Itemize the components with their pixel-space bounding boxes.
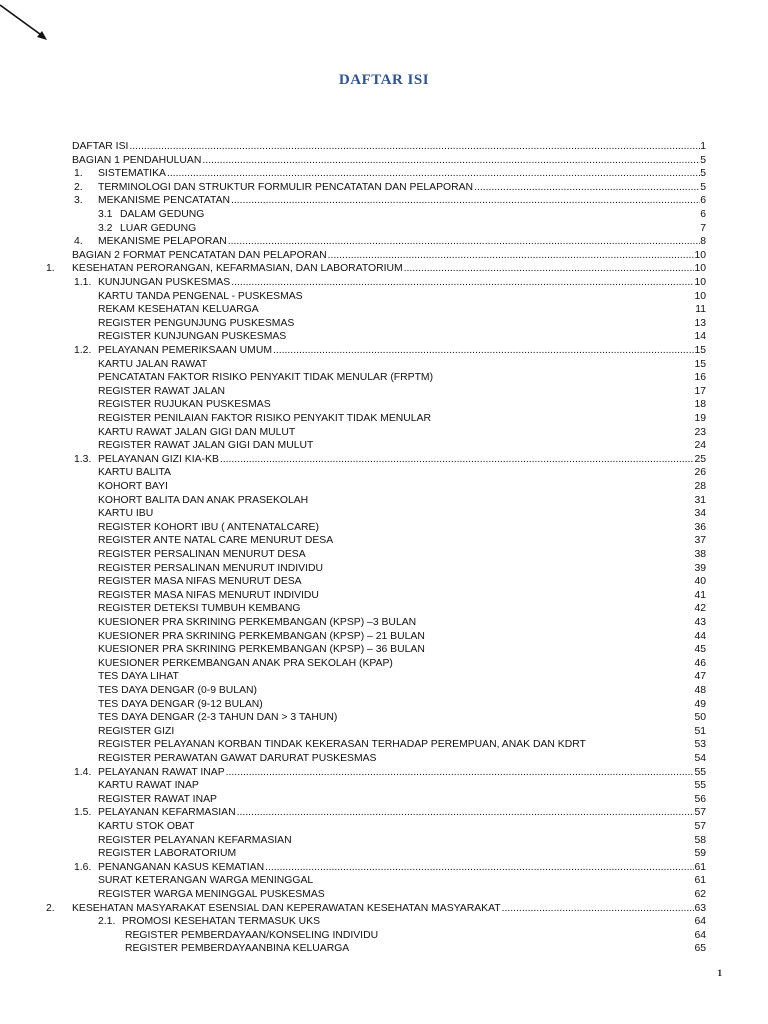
- toc-entry[interactable]: [98, 684, 706, 698]
- toc-entry-page: 40: [694, 576, 706, 588]
- toc-entry-number: 2.: [46, 902, 55, 914]
- toc-entry-page: 18: [694, 399, 706, 411]
- toc-entry-page: 58: [694, 834, 706, 846]
- toc-entry[interactable]: [98, 426, 706, 440]
- toc-entry[interactable]: [98, 888, 706, 902]
- toc-entry-number: 3.: [74, 195, 83, 207]
- toc-entry-page: 38: [694, 549, 706, 560]
- dot-leader: [328, 249, 695, 263]
- toc-entry-page: 34: [694, 508, 706, 520]
- toc-entry-label: KUESIONER PRA SKRINING PERKEMBANGAN (KPSP) – 21 BULAN: [98, 630, 425, 642]
- toc-entry-page: 37: [694, 535, 706, 547]
- toc-entry-label: REGISTER GIZI: [98, 725, 175, 737]
- toc-entry-page: 46: [694, 657, 706, 669]
- toc-entry-page: 55: [694, 766, 706, 778]
- toc-entry-page: 45: [694, 644, 706, 656]
- toc-entry-label: PENANGANAN KASUS KEMATIAN: [98, 861, 265, 873]
- toc-entry-number: 3.2: [98, 222, 113, 234]
- toc-entry-page: 19: [694, 413, 706, 424]
- toc-entry[interactable]: [98, 521, 706, 535]
- toc-entry[interactable]: [98, 630, 706, 644]
- toc-entry[interactable]: [98, 915, 706, 929]
- toc-entry-page: 44: [694, 630, 706, 642]
- toc-entry-page: 47: [694, 671, 706, 683]
- toc-entry-number: 1.2.: [74, 345, 92, 356]
- toc-entry-label: REGISTER PERAWATAN GAWAT DARURAT PUSKESMAS: [98, 753, 377, 764]
- toc-entry-page: 5: [700, 181, 706, 193]
- toc-entry[interactable]: [98, 371, 706, 385]
- dot-leader: [474, 181, 700, 195]
- toc-entry-label: REGISTER RAWAT JALAN: [98, 385, 226, 397]
- toc-entry[interactable]: [98, 575, 706, 589]
- toc-entry-page: 61: [694, 875, 706, 887]
- toc-entry-page: 57: [694, 821, 706, 832]
- toc-entry-label: LUAR GEDUNG: [120, 222, 197, 234]
- toc-entry[interactable]: [74, 861, 706, 875]
- dot-leader: [237, 806, 695, 820]
- toc-entry-label: REGISTER ANTE NATAL CARE MENURUT DESA: [98, 535, 334, 547]
- toc-entry-label: BAGIAN 1 PENDAHULUAN: [72, 154, 202, 166]
- toc-entry-page: 6: [700, 209, 706, 220]
- toc-entry-page: 49: [694, 698, 706, 710]
- toc-entry-label: KESEHATAN MASYARAKAT ESENSIAL DAN KEPERAWATAN KESEHATAN MASYARAKAT: [72, 902, 501, 914]
- toc-entry-page: 11: [695, 304, 706, 316]
- toc-entry-label: TES DAYA LIHAT: [98, 671, 179, 683]
- toc-entry[interactable]: [98, 657, 706, 671]
- toc-entry-label: MEKANISME PELAPORAN: [98, 236, 227, 248]
- toc-entry-page: 24: [694, 440, 706, 452]
- toc-entry-page: 10: [694, 263, 706, 275]
- toc-entry-label: REGISTER PEMBERDAYAANBINA KELUARGA: [125, 943, 350, 955]
- toc-entry-number: 1.3.: [74, 453, 92, 465]
- toc-entry-number: 2.1.: [98, 916, 116, 928]
- toc-entry[interactable]: [98, 643, 706, 657]
- toc-entry[interactable]: [98, 698, 706, 712]
- toc-entry[interactable]: [98, 290, 706, 304]
- toc-entry[interactable]: [98, 738, 706, 752]
- toc-entry[interactable]: [98, 602, 706, 616]
- toc-entry[interactable]: [98, 330, 706, 344]
- toc-entry[interactable]: [98, 752, 706, 766]
- toc-entry[interactable]: [98, 412, 706, 426]
- dot-leader: [167, 167, 700, 181]
- toc-entry[interactable]: [98, 385, 706, 399]
- toc-entry[interactable]: [98, 779, 706, 793]
- toc-entry-page: 56: [694, 793, 706, 805]
- toc-entry[interactable]: [125, 942, 706, 956]
- toc-entry[interactable]: [46, 902, 706, 916]
- toc-entry-number: 3.1: [98, 209, 113, 220]
- toc-entry-page: 26: [694, 467, 706, 479]
- toc-entry-page: 63: [694, 902, 706, 914]
- dot-leader: [202, 154, 700, 168]
- toc-entry-page: 39: [694, 562, 706, 574]
- dot-leader: [129, 140, 700, 154]
- toc-entry-label: REGISTER LABORATORIUM: [98, 848, 237, 860]
- toc-entry-label: PROMOSI KESEHATAN TERMASUK UKS: [122, 916, 321, 928]
- toc-entry-label: BAGIAN 2 FORMAT PENCATATAN DAN PELAPORAN: [72, 249, 327, 261]
- toc-entry-number: 1.6.: [74, 861, 92, 873]
- toc-entry-page: 48: [694, 685, 706, 696]
- toc-entry-page: 8: [700, 236, 706, 248]
- toc-entry-page: 23: [694, 426, 706, 438]
- toc-entry[interactable]: [125, 929, 706, 943]
- toc-entry-page: 41: [694, 589, 706, 601]
- toc-entry-page: 14: [694, 331, 706, 343]
- toc-entry-label: REGISTER PELAYANAN KEFARMASIAN: [98, 834, 292, 846]
- toc-entry-number: 2.: [74, 181, 83, 193]
- toc-entry[interactable]: [74, 194, 706, 208]
- toc-entry-label: KARTU BALITA: [98, 467, 171, 479]
- toc-entry-page: 15: [694, 345, 706, 356]
- toc-entry-label: KARTU RAWAT JALAN GIGI DAN MULUT: [98, 426, 296, 438]
- toc-entry-label: PELAYANAN RAWAT INAP: [98, 766, 225, 778]
- toc-entry-label: KUNJUNGAN PUSKESMAS: [98, 277, 231, 288]
- toc-entry-page: 65: [694, 943, 706, 955]
- toc-entry-page: 50: [694, 712, 706, 724]
- toc-entry-label: PENCATATAN FAKTOR RISIKO PENYAKIT TIDAK MENULAR (FRPTM): [98, 372, 434, 384]
- toc-entry[interactable]: [74, 766, 706, 780]
- toc-entry-page: 42: [694, 603, 706, 615]
- toc-entry[interactable]: [98, 616, 706, 630]
- dot-leader: [226, 766, 695, 780]
- toc-entry[interactable]: [98, 398, 706, 412]
- toc-entry-label: REGISTER KOHORT IBU ( ANTENATALCARE): [98, 521, 319, 533]
- toc-entry-label: PELAYANAN GIZI KIA-KB: [98, 453, 219, 465]
- toc-entry[interactable]: [98, 303, 706, 317]
- toc-entry[interactable]: [98, 208, 706, 222]
- toc-entry-label: PELAYANAN PEMERIKSAAN UMUM: [98, 345, 272, 356]
- toc-entry-number: 1.1.: [74, 277, 92, 288]
- toc-entry[interactable]: [74, 167, 706, 181]
- toc-entry[interactable]: [46, 262, 706, 276]
- toc-entry[interactable]: [46, 154, 706, 168]
- toc-entry-label: SISTEMATIKA: [98, 168, 166, 180]
- toc-entry[interactable]: [98, 820, 706, 834]
- toc-entry[interactable]: [98, 548, 706, 562]
- toc-entry[interactable]: [98, 480, 706, 494]
- toc-entry-number: 1.: [46, 263, 55, 275]
- toc-entry[interactable]: [98, 793, 706, 807]
- dot-leader: [231, 194, 700, 208]
- toc-entry-page: 28: [694, 481, 706, 492]
- toc-entry-label: REGISTER WARGA MENINGGAL PUSKESMAS: [98, 889, 325, 900]
- toc-entry-label: REGISTER PERSALINAN MENURUT DESA: [98, 549, 306, 560]
- toc-entry-page: 15: [694, 358, 706, 370]
- toc-entry-page: 53: [694, 739, 706, 751]
- toc-entry-page: 54: [694, 753, 706, 764]
- toc-entry-number: 1.4.: [74, 766, 92, 778]
- toc-entry-page: 61: [694, 861, 706, 873]
- toc-entry-page: 10: [694, 249, 706, 261]
- toc-entry-label: SURAT KETERANGAN WARGA MENINGGAL: [98, 875, 314, 887]
- toc-entry-page: 5: [700, 154, 706, 166]
- toc-entry-label: DALAM GEDUNG: [120, 209, 205, 220]
- toc-entry-page: 16: [694, 372, 706, 384]
- toc-entry-label: DAFTAR ISI: [72, 141, 129, 152]
- toc-entry-page: 57: [694, 807, 706, 819]
- toc-entry[interactable]: [74, 181, 706, 195]
- toc-entry-label: KARTU RAWAT INAP: [98, 780, 199, 792]
- toc-entry-label: PELAYANAN KEFARMASIAN: [98, 807, 236, 819]
- dot-leader: [502, 902, 695, 916]
- toc-entry[interactable]: [46, 140, 706, 154]
- toc-entry-label: KARTU IBU: [98, 508, 154, 520]
- dot-leader: [231, 276, 694, 290]
- toc-entry[interactable]: [98, 317, 706, 331]
- toc-entry-page: 10: [694, 290, 706, 302]
- toc-entry-label: REGISTER PENGUNJUNG PUSKESMAS: [98, 317, 295, 329]
- toc-entry-label: KARTU STOK OBAT: [98, 821, 195, 832]
- toc-entry-label: KARTU TANDA PENGENAL - PUSKESMAS: [98, 290, 303, 302]
- toc-entry-page: 64: [694, 929, 706, 941]
- toc-entry-page: 36: [694, 521, 706, 533]
- toc-entry-label: REGISTER DETEKSI TUMBUH KEMBANG: [98, 603, 301, 615]
- toc-entry-page: 25: [694, 453, 706, 465]
- toc-entry-page: 5: [700, 168, 706, 180]
- toc-entry[interactable]: [98, 507, 706, 521]
- toc-entry[interactable]: [98, 711, 706, 725]
- toc-entry[interactable]: [98, 222, 706, 236]
- toc-entry[interactable]: [74, 276, 706, 290]
- toc-entry-label: KOHORT BALITA DAN ANAK PRASEKOLAH: [98, 494, 309, 506]
- toc-entry-page: 43: [694, 617, 706, 628]
- toc-entry[interactable]: [98, 439, 706, 453]
- toc-entry[interactable]: [74, 235, 706, 249]
- dot-leader: [404, 262, 695, 276]
- toc-entry-label: REGISTER MASA NIFAS MENURUT DESA: [98, 576, 302, 588]
- toc-entry-label: TES DAYA DENGAR (2-3 TAHUN DAN > 3 TAHUN): [98, 712, 338, 724]
- toc-entry-page: 59: [694, 848, 706, 860]
- toc-entry[interactable]: [98, 725, 706, 739]
- toc-entry-page: 6: [700, 195, 706, 207]
- toc-entry-label: REGISTER PERSALINAN MENURUT INDIVIDU: [98, 562, 323, 574]
- toc-entry-label: REGISTER PENILAIAN FAKTOR RISIKO PENYAKIT TIDAK MENULAR: [98, 413, 431, 424]
- toc-entry-page: 1: [700, 141, 706, 152]
- toc-entry-number: 4.: [74, 236, 83, 248]
- toc-entry[interactable]: [98, 589, 706, 603]
- page-number: 1: [717, 968, 722, 978]
- toc-entry-label: REGISTER MASA NIFAS MENURUT INDIVIDU: [98, 589, 319, 601]
- toc-entry-page: 51: [694, 725, 706, 737]
- toc-entry[interactable]: [74, 806, 706, 820]
- dot-leader: [228, 235, 700, 249]
- toc-entry[interactable]: [74, 344, 706, 358]
- toc-entry-page: 62: [694, 889, 706, 900]
- toc-entry[interactable]: [46, 249, 706, 263]
- dot-leader: [273, 344, 694, 358]
- toc-entry[interactable]: [98, 466, 706, 480]
- toc-entry-label: TES DAYA DENGAR (9-12 BULAN): [98, 698, 263, 710]
- toc-entry-label: REGISTER PEMBERDAYAAN/KONSELING INDIVIDU: [125, 929, 379, 941]
- toc-entry[interactable]: [98, 834, 706, 848]
- page-title: DAFTAR ISI: [338, 72, 430, 88]
- toc-entry[interactable]: [74, 453, 706, 467]
- toc-entry-label: KOHORT BAYI: [98, 481, 168, 492]
- toc-entry-number: 1.5.: [74, 807, 92, 819]
- toc-entry-label: REKAM KESEHATAN KELUARGA: [98, 304, 259, 316]
- toc-entry-label: REGISTER RAWAT JALAN GIGI DAN MULUT: [98, 440, 314, 452]
- toc-entry-page: 64: [694, 916, 706, 928]
- toc-entry-page: 31: [694, 494, 706, 506]
- toc-entry-label: KARTU JALAN RAWAT: [98, 358, 208, 370]
- toc-entry-label: KUESIONER PERKEMBANGAN ANAK PRA SEKOLAH (KPAP): [98, 657, 393, 669]
- toc-entry-label: TES DAYA DENGAR (0-9 BULAN): [98, 685, 257, 696]
- toc-entry[interactable]: [98, 847, 706, 861]
- toc-entry-page: 13: [694, 317, 706, 329]
- toc-entry-label: MEKANISME PENCATATAN: [98, 195, 231, 207]
- toc-entry[interactable]: [98, 494, 706, 508]
- corner-arrow-icon: [0, 0, 60, 50]
- toc-entry-label: REGISTER KUNJUNGAN PUSKESMAS: [98, 331, 287, 343]
- toc-entry-label: KUESIONER PRA SKRINING PERKEMBANGAN (KPSP) – 36 BULAN: [98, 644, 425, 656]
- toc-entry[interactable]: [98, 562, 706, 576]
- toc-entry[interactable]: [98, 358, 706, 372]
- toc-entry-label: REGISTER RUJUKAN PUSKESMAS: [98, 399, 271, 411]
- toc-entry-number: 1.: [74, 168, 83, 180]
- dot-leader: [265, 861, 694, 875]
- toc-entry-page: 7: [700, 222, 706, 234]
- toc-entry[interactable]: [98, 670, 706, 684]
- toc-entry[interactable]: [98, 534, 706, 548]
- toc-entry-label: KUESIONER PRA SKRINING PERKEMBANGAN (KPSP) –3 BULAN: [98, 617, 417, 628]
- dot-leader: [220, 453, 695, 467]
- toc-entry-page: 10: [694, 277, 706, 288]
- toc-entry-page: 55: [694, 780, 706, 792]
- toc-entry[interactable]: [98, 874, 706, 888]
- toc-entry-label: REGISTER RAWAT INAP: [98, 793, 217, 805]
- toc-entry-label: TERMINOLOGI DAN STRUKTUR FORMULIR PENCATATAN DAN PELAPORAN: [98, 181, 474, 193]
- toc-entry-label: KESEHATAN PERORANGAN, KEFARMASIAN, DAN LABORATORIUM: [72, 263, 403, 275]
- toc-entry-label: REGISTER PELAYANAN KORBAN TINDAK KEKERASAN TERHADAP PEREMPUAN, ANAK DAN KDRT: [98, 739, 586, 751]
- toc-entry-page: 17: [694, 385, 706, 397]
